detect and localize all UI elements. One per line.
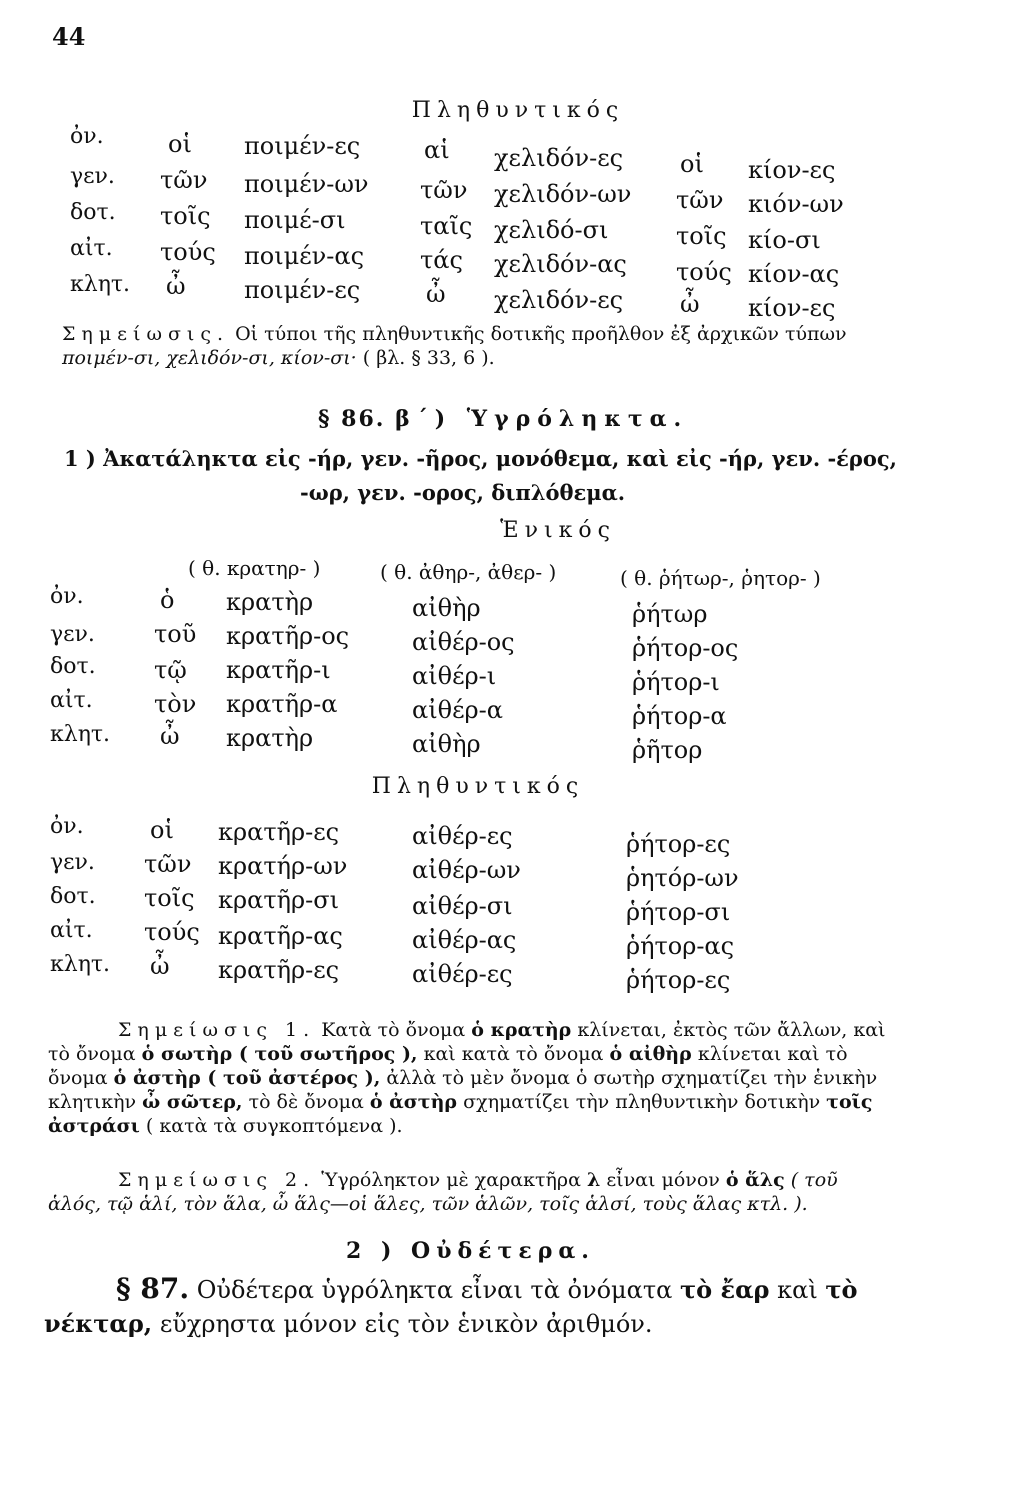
noun-form: κρατῆρ-ες	[218, 956, 340, 984]
noun-form: αἰθέρ-ας	[412, 926, 517, 954]
note-reference: ( βλ. § 33, 6 ).	[362, 347, 495, 369]
noun-form: χελιδόν-ας	[494, 250, 627, 278]
case-label: ὀν.	[70, 124, 104, 149]
article: τούς	[676, 258, 732, 286]
note-examples: ποιμέν-σι, χελιδόν-σι, κίον-σι·	[62, 347, 357, 369]
article: ὦ	[150, 952, 170, 980]
noun-form: χελιδόν-ες	[494, 144, 624, 172]
noun-form: αἰθὴρ	[412, 594, 481, 622]
case-label: δοτ.	[50, 884, 96, 909]
noun-form: χελιδόν-ες	[494, 286, 624, 314]
note-term: λ	[586, 1169, 601, 1191]
noun-form: αἰθέρ-ες	[412, 822, 513, 850]
note-text: Κατὰ τὸ ὄνομα	[321, 1019, 466, 1041]
article: ταῖς	[420, 212, 473, 240]
plural-heading: Πληθυντικός	[411, 98, 625, 123]
note-text: κλίνεται καὶ τὸ ὄνομα	[48, 1043, 848, 1089]
noun-form: κίον-ες	[748, 294, 836, 322]
note-text: ἀλλὰ τὸ μὲν ὄνομα ὁ σωτὴρ σχηματίζει τὴν ἑνικὴν κλητικὴν	[48, 1067, 878, 1113]
note-paragraph	[48, 1018, 888, 1138]
article: τοῖς	[676, 222, 727, 250]
noun-form: ῥήτορ-ες	[626, 966, 731, 994]
noun-form: ῥήτορ-ας	[626, 932, 735, 960]
note-term: ὁ ἅλς	[725, 1169, 785, 1191]
note-term: ὁ κρατὴρ	[471, 1019, 572, 1041]
noun-form: κιόν-ων	[748, 190, 844, 218]
article: ὦ	[426, 280, 446, 308]
noun-form: κρατῆρ-ος	[226, 622, 350, 650]
note-paragraph	[48, 1168, 888, 1216]
article: τῶν	[420, 176, 468, 204]
article: οἱ	[168, 130, 192, 158]
article: ὦ	[160, 722, 180, 750]
note-label: Σημείωσις.	[62, 323, 230, 345]
noun-form: κρατῆρ-ι	[226, 656, 331, 684]
note-text: Ὑγρόληκτον μὲ χαρακτῆρα	[321, 1169, 581, 1191]
section-number: § 87.	[116, 1272, 190, 1305]
article: ὦ	[680, 290, 700, 318]
noun-form: ποιμέν-ες	[244, 132, 361, 160]
paragraph-text: καὶ	[777, 1276, 818, 1304]
article: οἱ	[680, 150, 704, 178]
case-label: γεν.	[50, 850, 95, 875]
noun-form: κρατῆρ-α	[226, 690, 338, 718]
subsection-heading-cont: -ωρ, γεν. -ορος, διπλόθεμα.	[300, 480, 626, 505]
case-label: αἰτ.	[50, 688, 93, 713]
article: τάς	[420, 246, 463, 274]
article: οἱ	[150, 816, 174, 844]
section-paragraph	[44, 1272, 904, 1341]
note-label: Σημείωσις 1.	[118, 1019, 316, 1041]
case-label: γεν.	[70, 164, 115, 189]
noun-form: ποιμέν-ες	[244, 276, 361, 304]
note-text: ( τοῦ ἁλός, τῷ ἁλί, τὸν ἅλα, ὦ ἅλς—οἱ ἅλες, τῶν ἁλῶν, τοῖς ἁλσί, τοὺς ἅλας κτλ. ).	[48, 1169, 838, 1215]
noun-form: αἰθέρ-ι	[412, 662, 497, 690]
subsection-heading: 1 ) Ἀκατάληκτα εἰς -ήρ, γεν. -ῆρος, μονόθεμα, καὶ εἰς -ήρ, γεν. -έρος,	[64, 446, 897, 471]
article: τούς	[144, 918, 200, 946]
noun-form: κίον-ας	[748, 260, 840, 288]
article: τοῖς	[144, 884, 195, 912]
case-label: γεν.	[50, 622, 95, 647]
article: τῶν	[144, 850, 192, 878]
noun-form: ῥήτωρ	[632, 600, 708, 628]
section-heading	[318, 406, 688, 432]
noun-form: κρατῆρ-ες	[218, 818, 340, 846]
noun-form: κρατὴρ	[226, 588, 314, 616]
case-label: δοτ.	[70, 200, 116, 225]
case-label: δοτ.	[50, 654, 96, 679]
paragraph-text: εὔχρηστα μόνον εἰς τὸν ἑνικὸν ἀριθμόν.	[159, 1310, 653, 1338]
case-label: αἰτ.	[50, 918, 93, 943]
note-term: ὁ ἀστὴρ	[369, 1091, 458, 1113]
note-term: ὁ ἀστὴρ ( τοῦ ἀστέρος ),	[113, 1067, 381, 1089]
plural-heading: Πληθυντικός	[371, 774, 585, 799]
noun-form: ῥήτορ-ες	[626, 830, 731, 858]
noun-form: χελιδόν-ων	[494, 180, 632, 208]
case-label: κλητ.	[50, 952, 111, 977]
noun-form: ῥῆτορ	[632, 736, 703, 764]
case-label: ὀν.	[50, 814, 84, 839]
paragraph-text: Οὐδέτερα ὑγρόληκτα εἶναι τὰ ὀνόματα	[196, 1276, 673, 1304]
noun-form: αἰθέρ-σι	[412, 892, 513, 920]
noun-form: ῥητόρ-ων	[626, 864, 739, 892]
noun-form: ποιμέν-ας	[244, 242, 365, 270]
noun-form: κρατῆρ-σι	[218, 886, 339, 914]
section-number: § 86.	[318, 406, 386, 432]
article: τοῖς	[160, 202, 211, 230]
noun-form: κρατήρ-ων	[218, 852, 348, 880]
note-term: ὦ σῶτερ,	[142, 1091, 243, 1113]
stem-label: ( θ. ἀθηρ-, ἀθερ- )	[380, 560, 557, 584]
article: τῶν	[160, 166, 208, 194]
note-text: σχηματίζει τὴν πληθυντικὴν δοτικὴν	[463, 1091, 821, 1113]
noun-form: ῥήτορ-α	[632, 702, 727, 730]
noun-form: ποιμέ-σι	[244, 206, 346, 234]
stem-label: ( θ. ῥήτωρ-, ῥητορ- )	[620, 566, 821, 590]
note-paragraph	[62, 322, 922, 370]
case-label: αἰτ.	[70, 236, 113, 261]
note-label: Σημείωσις 2.	[118, 1169, 316, 1191]
noun-form: ῥήτορ-σι	[626, 898, 731, 926]
noun-form: ῥήτορ-ος	[632, 634, 739, 662]
note-text: κλίνεται, ἐκτὸς τῶν ἄλλων, καὶ τὸ ὄνομα	[48, 1019, 886, 1065]
subsection-heading: 2 ) Οὐδέτερα.	[346, 1238, 595, 1264]
note-text: ( κατὰ τὰ συγκοπτόμενα ).	[145, 1115, 403, 1137]
noun-form: ποιμέν-ων	[244, 170, 369, 198]
article: τῷ	[154, 656, 187, 684]
article: τούς	[160, 238, 216, 266]
article: τοῦ	[154, 620, 197, 648]
note-term: ὁ αἰθὴρ	[609, 1043, 692, 1065]
note-text: τὸ δὲ ὄνομα	[248, 1091, 364, 1113]
case-label: κλητ.	[50, 722, 111, 747]
note-text: Οἱ τύποι τῆς πληθυντικῆς δοτικῆς προῆλθον ἐξ ἀρχικῶν τύπων	[235, 323, 847, 345]
noun-form: αἰθὴρ	[412, 730, 481, 758]
stem-label: ( θ. κρατηρ- )	[188, 556, 321, 580]
note-term: τοῖς ἀστράσι	[48, 1091, 873, 1137]
noun-form: αἰθέρ-ες	[412, 960, 513, 988]
article: ὦ	[166, 272, 186, 300]
case-label: ὀν.	[50, 584, 84, 609]
note-text: καὶ κατὰ τὸ ὄνομα	[423, 1043, 604, 1065]
noun-form: κρατὴρ	[226, 724, 314, 752]
singular-heading: Ἑνικός	[500, 518, 616, 543]
article: τὸν	[154, 690, 197, 718]
noun-form: κίον-ες	[748, 156, 836, 184]
noun-form: κίο-σι	[748, 226, 821, 254]
note-text: εἶναι μόνον	[606, 1169, 720, 1191]
noun-form: αἰθέρ-ος	[412, 628, 515, 656]
paragraph-term: τὸ νέκταρ,	[44, 1275, 858, 1338]
section-title: β΄) Ὑγρόληκτα.	[395, 406, 689, 432]
article: τῶν	[676, 186, 724, 214]
noun-form: κρατῆρ-ας	[218, 922, 343, 950]
article: ὁ	[160, 586, 175, 614]
noun-form: αἰθέρ-α	[412, 696, 503, 724]
page-number: 44	[52, 22, 86, 51]
noun-form: αἰθέρ-ων	[412, 856, 521, 884]
noun-form: χελιδό-σι	[494, 216, 609, 244]
case-label: κλητ.	[70, 272, 131, 297]
note-term: ὁ σωτὴρ ( τοῦ σωτῆρος ),	[141, 1043, 418, 1065]
noun-form: ῥήτορ-ι	[632, 668, 720, 696]
article: αἱ	[424, 136, 450, 164]
paragraph-term: τὸ ἔαρ	[679, 1275, 770, 1304]
